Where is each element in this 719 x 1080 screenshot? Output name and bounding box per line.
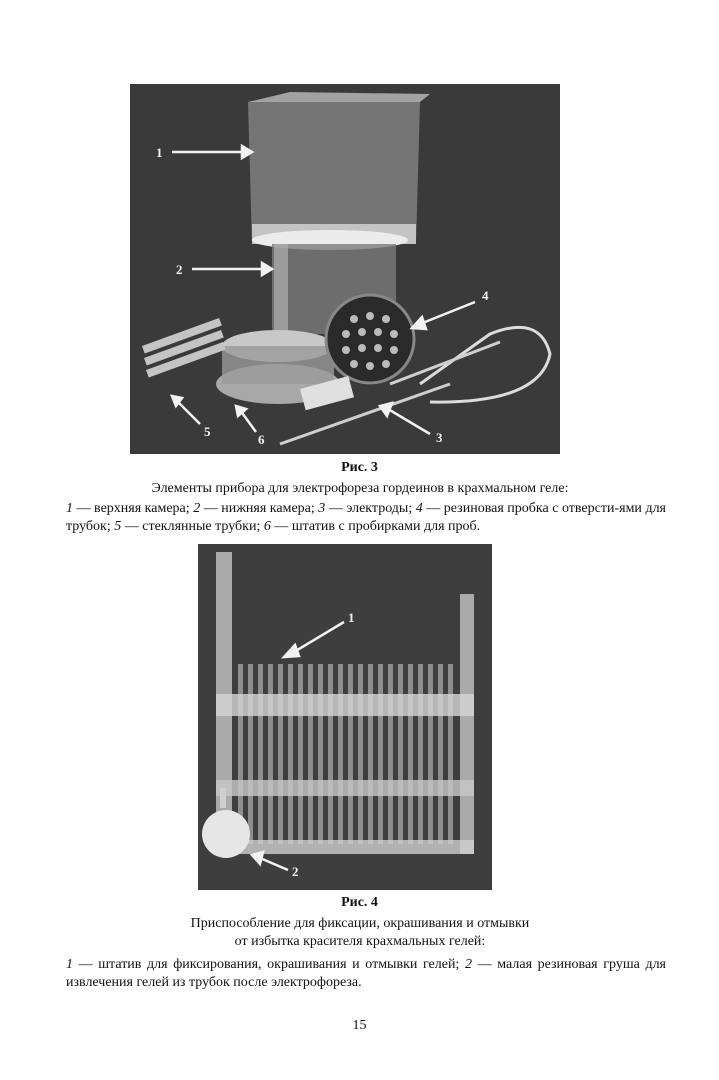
legend-text: — верхняя камера; [73, 501, 194, 516]
figure-4-legend [66, 956, 666, 992]
legend-text: — резиновая пробка с отверсти-ями для трубок; [66, 501, 666, 534]
figure-3-legend [66, 500, 666, 536]
figure-3-caption: Элементы прибора для электрофореза гордеинов в крахмальном геле: [151, 481, 569, 496]
figure-4-photo [198, 544, 492, 890]
legend-num: 4 [415, 501, 423, 516]
page-number: 15 [352, 1018, 367, 1033]
legend-text: — штатив с пробирками для проб. [270, 519, 481, 534]
legend-num: 3 [318, 501, 326, 516]
fig3-callout-1: 1 [156, 145, 163, 160]
legend-text: — электроды; [325, 501, 416, 516]
fig3-callout-6: 6 [258, 432, 265, 447]
legend-num: 1 [66, 501, 73, 516]
legend-text: — малая резиновая груша для извлечения гелей из трубок после электрофореза. [66, 957, 666, 990]
fig4-callout-1: 1 [348, 610, 355, 625]
figure-3-photo [130, 84, 560, 454]
figure-3-title: Рис. 3 [341, 460, 378, 475]
legend-text: — стеклянные трубки; [121, 519, 264, 534]
legend-num: 1 [66, 957, 73, 972]
legend-num: 2 [193, 501, 201, 516]
fig4-callout-2: 2 [292, 864, 299, 879]
legend-num: 5 [114, 519, 122, 534]
figure-4-caption-line-1: Приспособление для фиксации, окрашивания и отмывки [190, 916, 530, 931]
legend-num: 6 [263, 519, 271, 534]
fig3-callout-2: 2 [176, 262, 183, 277]
legend-num: 2 [465, 957, 472, 972]
figure-4-title: Рис. 4 [341, 895, 378, 910]
fig3-callout-4: 4 [482, 288, 489, 303]
fig3-callout-3: 3 [436, 430, 443, 445]
figure-4-caption-line-2: от избытка красителя крахмальных гелей: [234, 934, 486, 949]
fig3-callout-5: 5 [204, 424, 211, 439]
legend-text: — нижняя камера; [200, 501, 319, 516]
legend-text: — штатив для фиксирования, окрашивания и отмывки гелей; [73, 957, 465, 972]
